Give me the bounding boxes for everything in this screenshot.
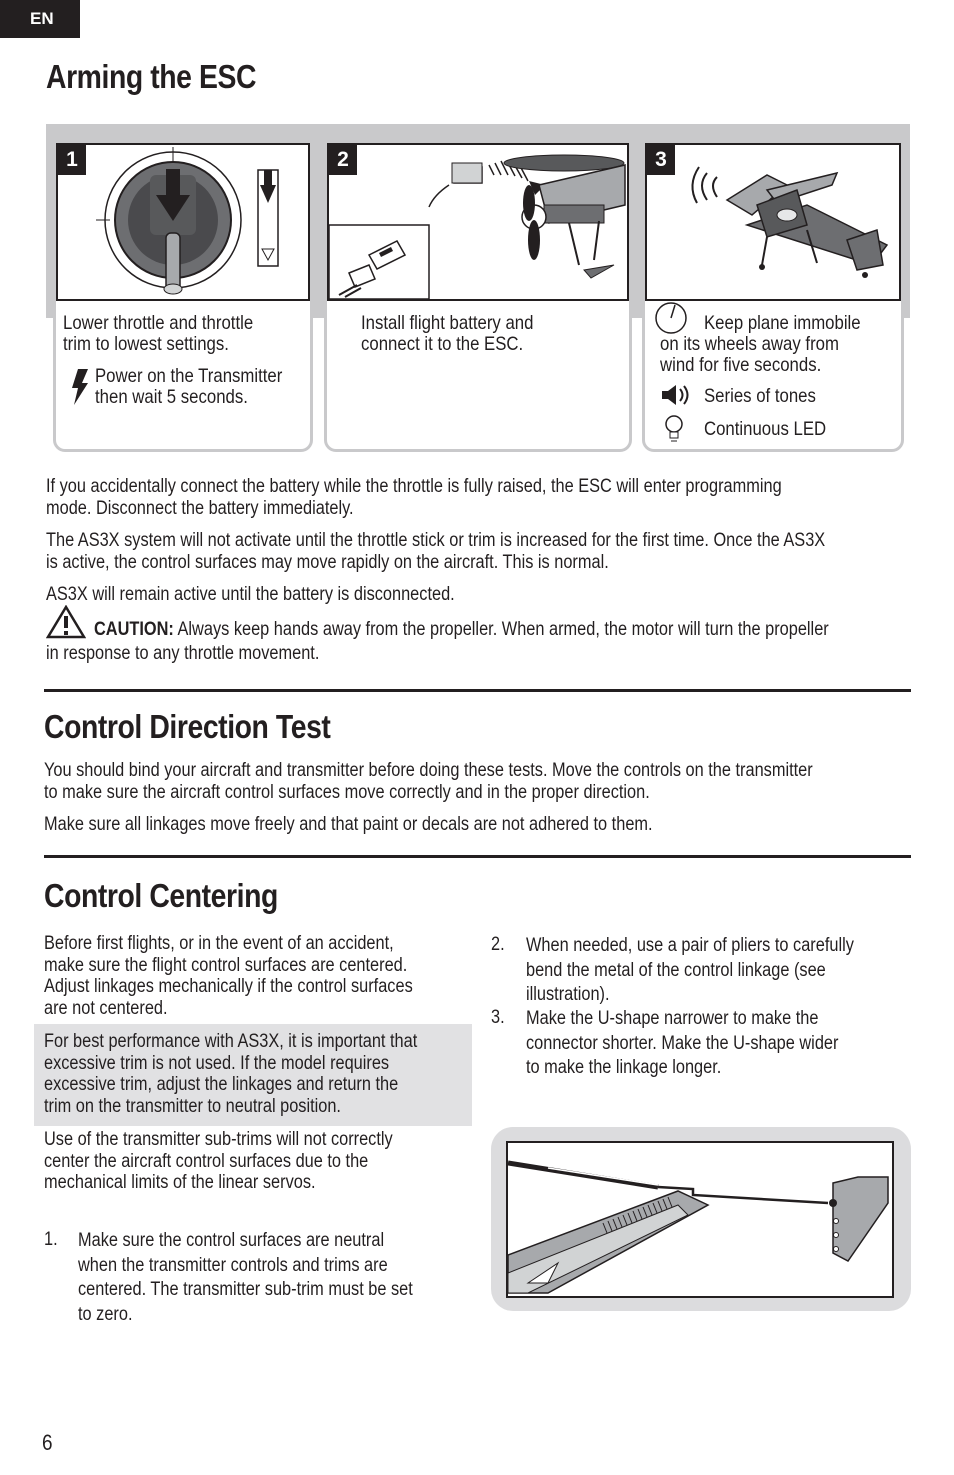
led-label: Continuous LED — [704, 418, 827, 440]
step-card-3 — [642, 140, 904, 452]
section-divider — [44, 855, 911, 858]
list-number-3: 3. — [491, 1007, 505, 1028]
step1-text: Lower throttle and throttle trim to lowest settings. — [63, 312, 254, 355]
centering-intro: Before first flights, or in the event of an accident, make sure the flight control surfaces are centered. Adjust linkages mechanically if the control surfaces are not centered. — [44, 933, 413, 1019]
arming-paragraph-3: AS3X will remain active until the battery is disconnected. — [46, 584, 455, 605]
battery-connection-illustration — [327, 143, 629, 301]
step-card-1 — [53, 140, 313, 452]
arming-paragraph-2: The AS3X system will not activate until the throttle stick or trim is increased for the first time. Once the AS3X is active, the control surfaces may move rapidly on the aircraft. This is normal. — [46, 530, 826, 573]
caution-line1: CAUTION: Always keep hands away from the propeller. When armed, the motor will turn the propeller — [94, 619, 829, 640]
step-number: 2 — [329, 145, 357, 175]
plane-immobile-illustration — [645, 143, 901, 301]
transmitter-illustration — [56, 143, 310, 301]
centering-title: Control Centering — [44, 877, 278, 914]
arming-paragraph-1: If you accidentally connect the battery while the throttle is fully raised, the ESC will enter programming mode. Disconnect the battery immediately. — [46, 476, 782, 519]
direction-paragraph-1: You should bind your aircraft and transmitter before doing these tests. Move the controls on the transmitter to make sure the aircraft control surfaces move correctly and in the proper direction. — [44, 760, 813, 803]
list-item-3: Make the U-shape narrower to make the connector shorter. Make the U-shape wider to make the linkage longer. — [526, 1008, 839, 1078]
list-item-1: Make sure the control surfaces are neutral when the transmitter controls and trims are centered. The transmitter sub-trim must be set to zero. — [78, 1230, 413, 1325]
lightbulb-icon — [663, 414, 685, 444]
step-number: 1 — [58, 145, 86, 175]
timer-icon — [654, 301, 688, 335]
speaker-icon — [660, 383, 692, 407]
step3-text: on its wheels away from wind for five seconds. — [660, 333, 839, 376]
step-card-2 — [324, 140, 632, 452]
caution-label: CAUTION: — [94, 619, 174, 640]
direction-paragraph-2: Make sure all linkages move freely and that paint or decals are not adhered to them. — [44, 814, 653, 835]
note-text: For best performance with AS3X, it is important that excessive trim is not used. If the model requires excessive trim, adjust the linkages and return the trim on the transmitter to neutral position. — [44, 1031, 418, 1117]
language-tab: EN — [0, 0, 80, 38]
section-divider — [44, 689, 911, 692]
page-number: 6 — [42, 1430, 53, 1455]
list-number-2: 2. — [491, 934, 505, 955]
step-number: 3 — [647, 145, 675, 175]
lightning-bolt-icon — [70, 369, 90, 405]
step1-subtext: Power on the Transmitter then wait 5 seconds. — [95, 365, 283, 408]
step3-text-line1: Keep plane immobile — [704, 312, 861, 334]
arming-title: Arming the ESC — [46, 58, 257, 95]
subtrim-text: Use of the transmitter sub-trims will not correctly center the aircraft control surfaces due to the mechanical limits of the linear servos. — [44, 1129, 393, 1193]
linkage-illustration — [506, 1141, 894, 1298]
list-item-2: When needed, use a pair of pliers to carefully bend the metal of the control linkage (see illustration). — [526, 935, 854, 1005]
step2-text: Install flight battery and connect it to the ESC. — [361, 312, 534, 355]
caution-line2: in response to any throttle movement. — [46, 643, 320, 664]
warning-triangle-icon — [46, 605, 86, 639]
direction-title: Control Direction Test — [44, 708, 331, 745]
tones-label: Series of tones — [704, 385, 816, 407]
list-number-1: 1. — [44, 1229, 58, 1250]
